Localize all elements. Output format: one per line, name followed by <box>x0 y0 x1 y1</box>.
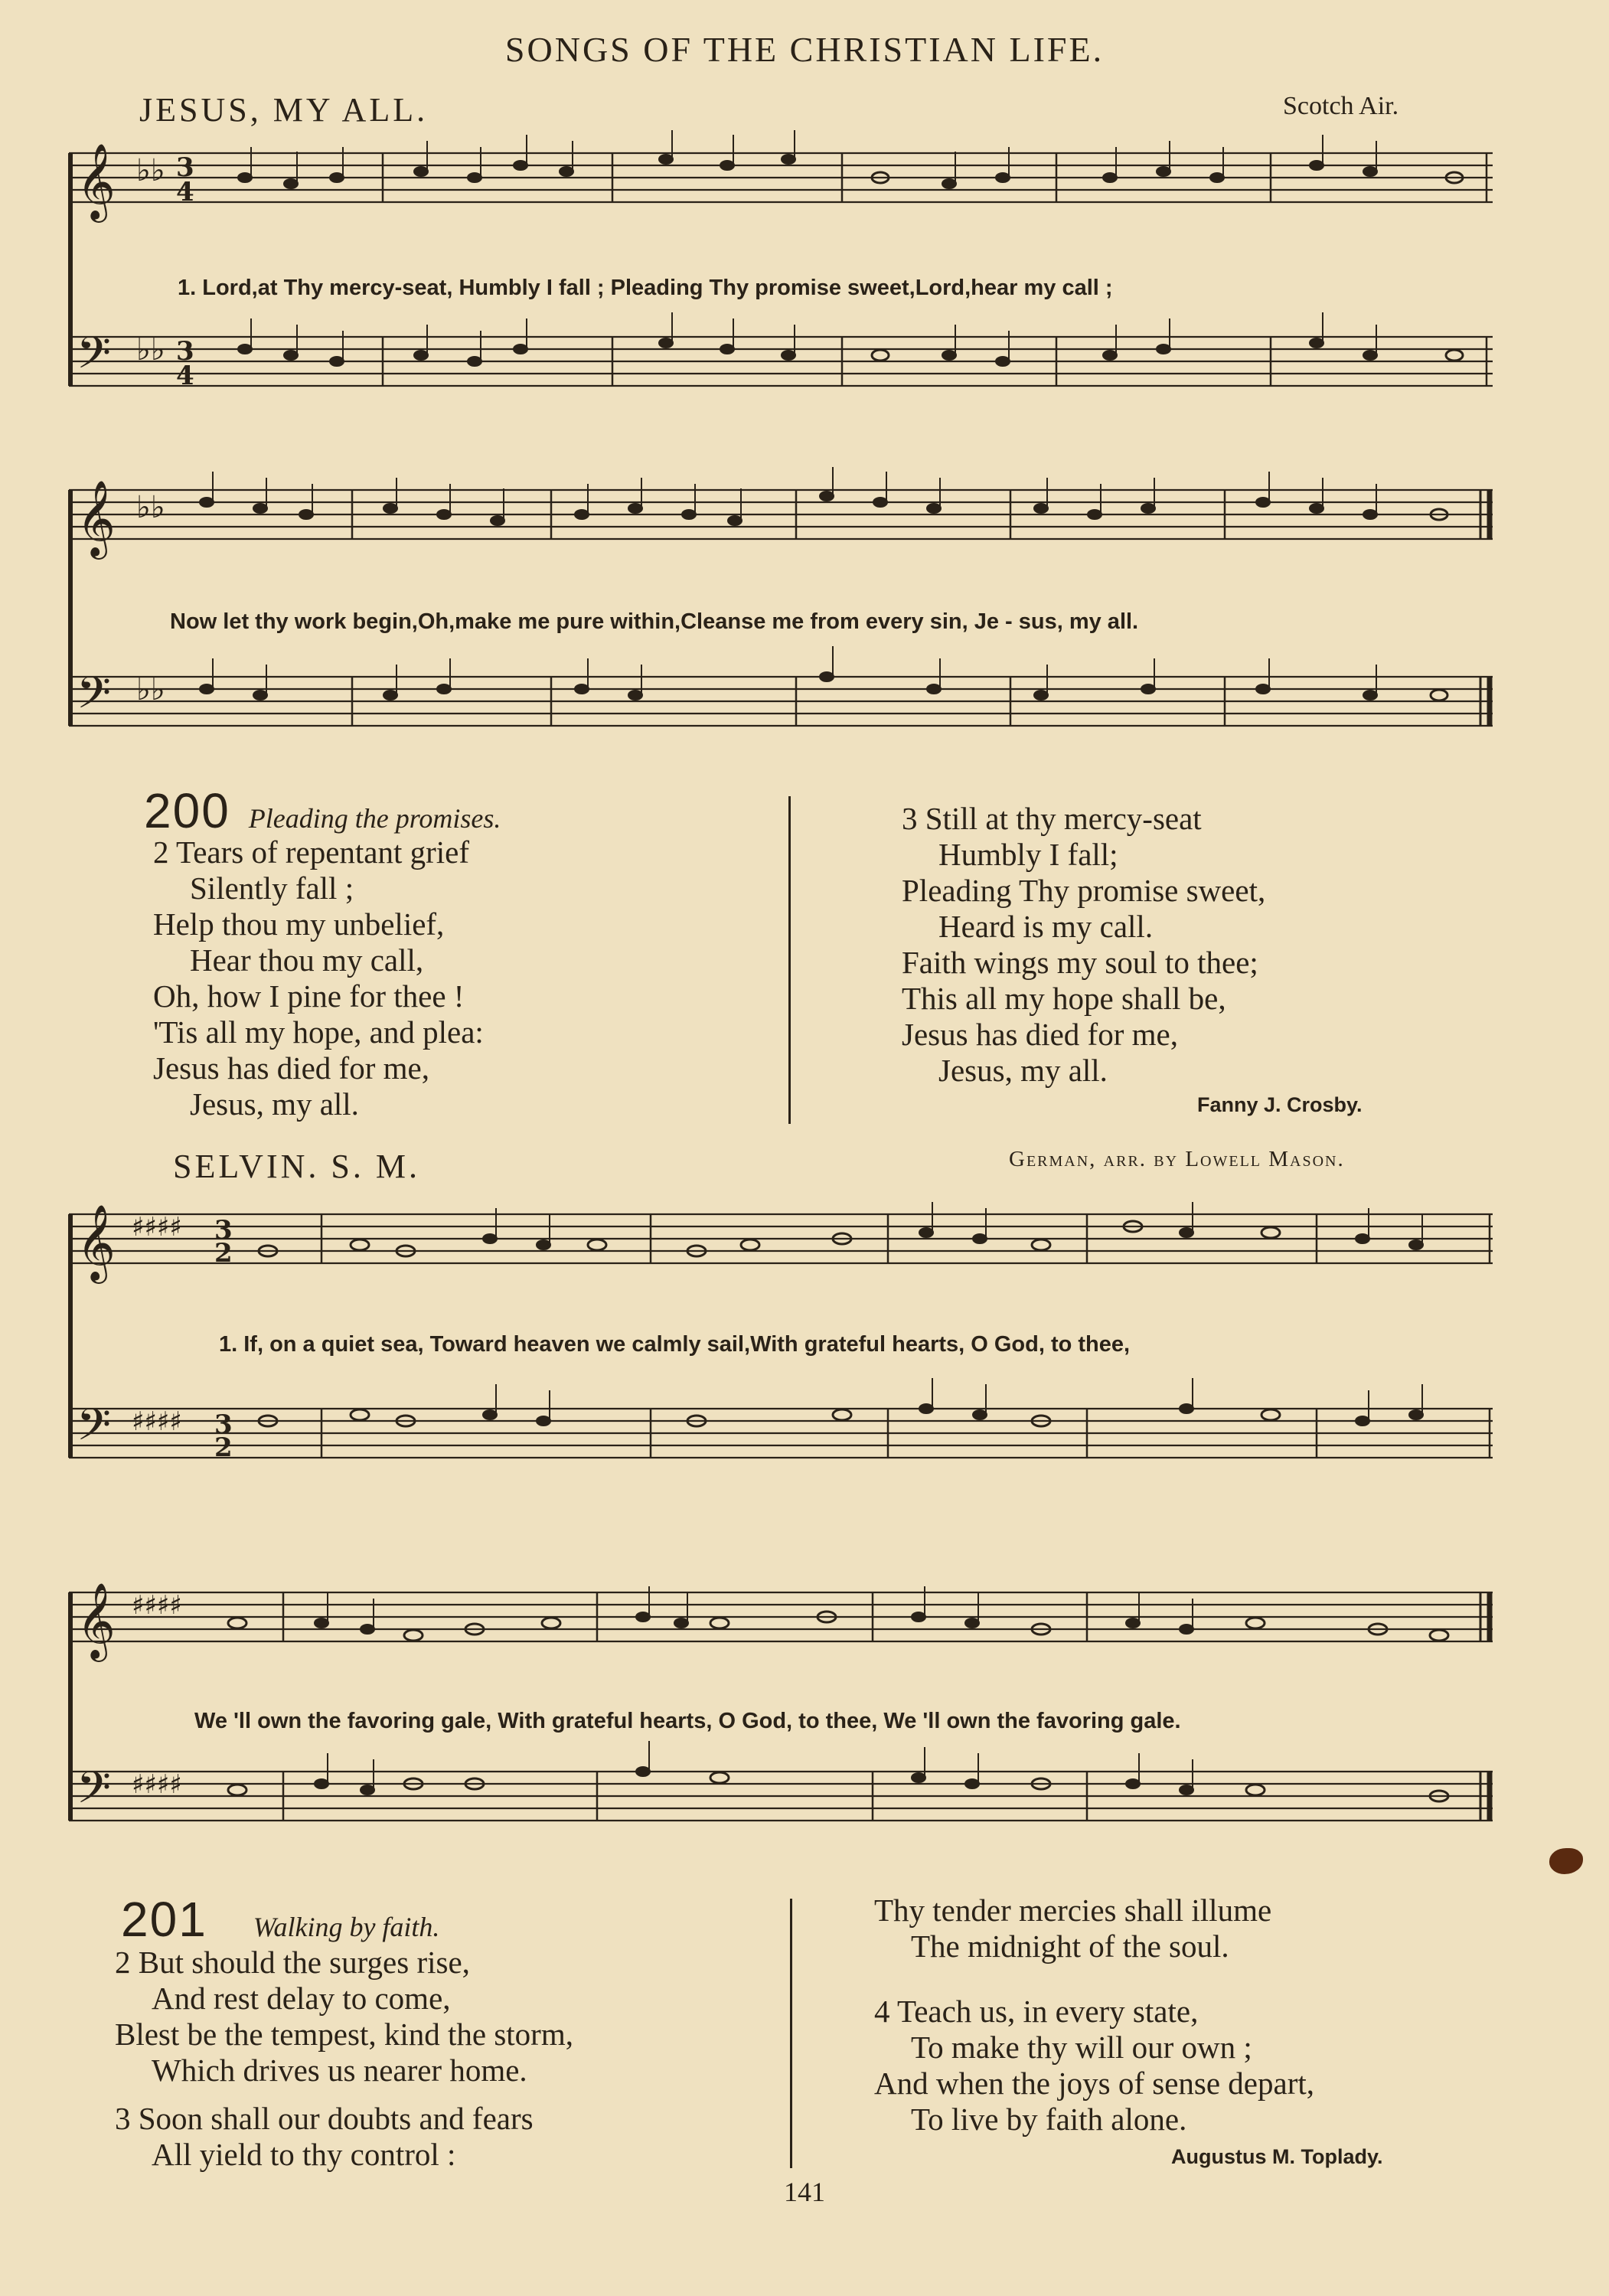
hymn-201-stanza-2 <box>115 1945 573 2089</box>
svg-text:3: 3 <box>214 1409 233 1440</box>
tune2-lyrics-line1: 1. If, on a quiet sea, Toward heaven we calmly sail,With grateful hearts, O God, to thee, <box>219 1332 1131 1357</box>
verse-line: Thy tender mercies shall illume <box>874 1893 1272 1928</box>
svg-text:♯♯♯♯: ♯♯♯♯ <box>132 1590 182 1621</box>
svg-text:𝄞: 𝄞 <box>77 480 116 557</box>
verse-line: 3 Soon shall our doubts and fears <box>115 2101 534 2136</box>
verse-line: All yield to thy control : <box>152 2137 456 2172</box>
svg-text:4: 4 <box>176 177 194 207</box>
verse-line: Silently fall ; <box>190 870 354 906</box>
verse-line: To live by faith alone. <box>911 2102 1187 2137</box>
hymn-subtitle: Walking by faith. <box>253 1912 440 1942</box>
verse-line: Jesus has died for me, <box>902 1017 1178 1052</box>
hymn-number: 201 <box>121 1892 207 1947</box>
svg-text:𝄞: 𝄞 <box>77 1204 116 1281</box>
svg-text:♭♭: ♭♭ <box>136 153 165 188</box>
svg-text:3: 3 <box>214 1215 233 1246</box>
hymn-201-heading <box>121 1891 439 1948</box>
hymn-201-stanza-4 <box>874 1994 1314 2138</box>
verse-line: To make thy will our own ; <box>911 2030 1252 2065</box>
hymn-200-stanza-2 <box>153 834 484 1122</box>
svg-text:♭♭: ♭♭ <box>136 490 165 525</box>
tune2-lyrics-line2: We 'll own the favoring gale, With grateful hearts, O God, to thee, We 'll own the favoring gale. <box>194 1709 1181 1733</box>
verse-line: Help thou my unbelief, <box>153 906 445 942</box>
running-header: SONGS OF THE CHRISTIAN LIFE. <box>504 30 1105 69</box>
ink-blot <box>1549 1848 1583 1874</box>
tune-title-jesus-my-all: JESUS, MY ALL. <box>139 91 429 129</box>
tune1-lyrics-line2: Now let thy work begin,Oh,make me pure within,Cleanse me from every sin, Je - sus, my all. <box>170 609 1139 634</box>
verse-line: 2 But should the surges rise, <box>115 1945 470 1980</box>
verse-line: Jesus, my all. <box>190 1086 359 1122</box>
svg-text:𝄞: 𝄞 <box>77 1582 116 1659</box>
svg-text:4: 4 <box>176 361 194 391</box>
svg-text:𝄢: 𝄢 <box>77 327 112 390</box>
svg-text:♭♭: ♭♭ <box>136 332 165 367</box>
hymn-201-stanza-3-continued <box>874 1893 1271 1965</box>
verse-line: 4 Teach us, in every state, <box>874 1994 1199 2029</box>
verse-line: Humbly I fall; <box>938 837 1118 872</box>
verse-line: And when the joys of sense depart, <box>874 2066 1315 2101</box>
hymn-subtitle: Pleading the promises. <box>248 803 501 834</box>
svg-text:♯♯♯♯: ♯♯♯♯ <box>132 1212 182 1243</box>
svg-text:𝄞: 𝄞 <box>77 143 116 220</box>
verse-line: Jesus, my all. <box>938 1053 1108 1088</box>
verse-line: Blest be the tempest, kind the storm, <box>115 2017 573 2052</box>
svg-text:3: 3 <box>176 152 194 183</box>
tune-title-selvin: SELVIN. S. M. <box>173 1148 420 1185</box>
tune1-lyrics-line1: 1. Lord,at Thy mercy-seat, Humbly I fall ; Pleading Thy promise sweet,Lord,hear my call ; <box>178 276 1113 300</box>
svg-text:2: 2 <box>214 1238 233 1269</box>
svg-text:𝄢: 𝄢 <box>77 667 112 730</box>
verse-line: 2 Tears of repentant grief <box>153 834 470 870</box>
verse-line: Pleading Thy promise sweet, <box>902 873 1266 908</box>
tune-attribution: German, arr. by Lowell Mason. <box>1009 1147 1345 1171</box>
verse-line: And rest delay to come, <box>152 1981 451 2016</box>
hymn-number: 200 <box>144 783 230 838</box>
svg-text:♭♭: ♭♭ <box>136 672 165 707</box>
hymn-201-stanza-3 <box>115 2101 534 2173</box>
verse-line: 3 Still at thy mercy-seat <box>902 801 1202 836</box>
svg-text:𝄢: 𝄢 <box>77 1762 112 1824</box>
svg-text:♯♯♯♯: ♯♯♯♯ <box>132 1769 182 1800</box>
verse-line: The midnight of the soul. <box>911 1929 1229 1964</box>
verse-line: Heard is my call. <box>938 909 1154 944</box>
tune-attribution: Scotch Air. <box>1283 92 1399 120</box>
verse-line: Which drives us nearer home. <box>152 2053 527 2088</box>
svg-text:♯♯♯♯: ♯♯♯♯ <box>132 1406 182 1437</box>
hymn-200-author: Fanny J. Crosby. <box>1197 1093 1363 1116</box>
svg-text:2: 2 <box>214 1432 233 1463</box>
verse-line: Jesus has died for me, <box>153 1050 429 1086</box>
verse-line: Faith wings my soul to thee; <box>902 945 1258 980</box>
column-divider <box>788 796 791 1124</box>
verse-line: This all my hope shall be, <box>902 981 1226 1016</box>
verse-line: Hear thou my call, <box>190 942 424 978</box>
svg-text:3: 3 <box>176 336 194 367</box>
verse-line: 'Tis all my hope, and plea: <box>153 1014 484 1050</box>
verse-line: Oh, how I pine for thee ! <box>153 978 465 1014</box>
page-number: 141 <box>784 2177 825 2207</box>
hymn-201-author: Augustus M. Toplady. <box>1171 2145 1383 2168</box>
column-divider <box>790 1899 792 2168</box>
hymn-200-stanza-3 <box>902 801 1265 1089</box>
hymn-200-heading <box>144 782 501 839</box>
svg-text:𝄢: 𝄢 <box>77 1399 112 1462</box>
